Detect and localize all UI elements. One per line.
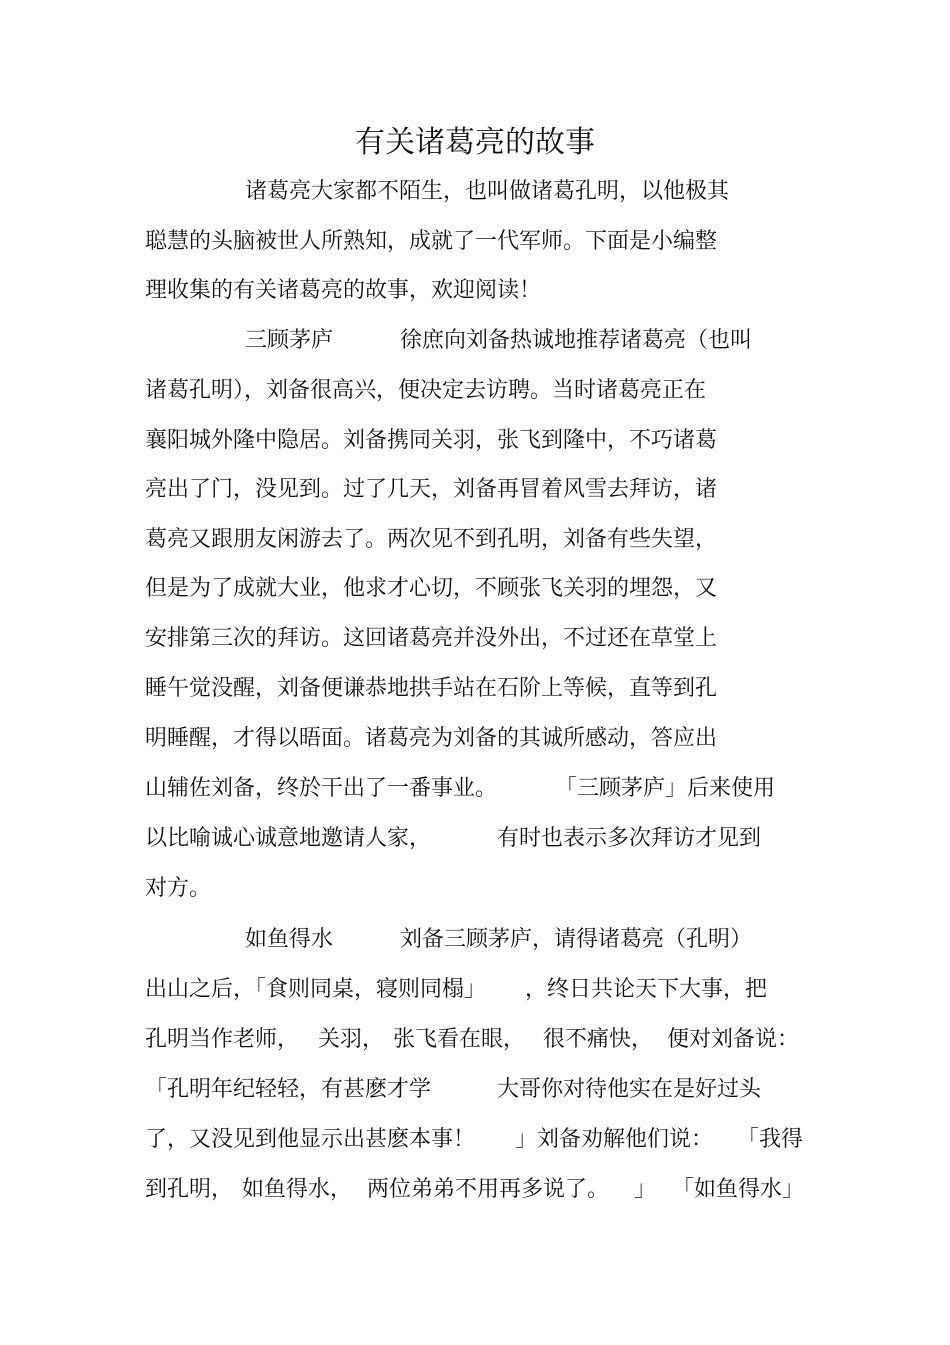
document-title: 有关诸葛亮的故事 [355,125,595,160]
text-line: 刘备三顾茅庐，请得诸葛亮（孔明） [400,927,753,952]
text-line: 「如鱼得水」 [672,1177,805,1202]
text-line: 诸葛孔明），刘备很高兴，便决定去访聘。当时诸葛亮正在 [145,378,707,403]
text-line: 山辅佐刘备，终於干出了一番事业。 [145,776,498,801]
text-line: 明睡醒，才得以晤面。诸葛亮为刘备的其诚所感动，答应出 [145,726,718,751]
text-line: 到孔明， [145,1177,234,1202]
text-line: 如鱼得水， [242,1177,353,1202]
text-line: ，终日共论天下大事，把 [525,977,768,1002]
text-line: 「三顾茅庐」后来使用 [555,776,776,801]
text-line: 诸葛亮大家都不陌生，也叫做诸葛孔明，以他极其 [245,179,730,204]
text-line: 葛亮又跟朋友闲游去了。两次见不到孔明，刘备有些失望， [145,527,718,552]
text-line: 「孔明年纪轻轻，有甚麽才学 [145,1077,432,1102]
text-line: 便对刘备说： [667,1027,800,1052]
text-line: 张飞看在眼， [393,1027,526,1052]
text-line: 有时也表示多次拜访才见到 [497,826,762,851]
text-line: 睡午觉没醒，刘备便谦恭地拱手站在石阶上等候，直等到孔 [145,676,718,701]
text-line: 安排第三次的拜访。这回诸葛亮并没外出，不过还在草堂上 [145,626,718,651]
text-line: 」 [634,1177,657,1202]
text-line: 但是为了成就大业，他求才心切，不顾张飞关羽的埋怨，又 [145,576,718,601]
section-heading: 三顾茅庐 [245,328,334,353]
text-line: 两位弟弟不用再多说了。 [367,1177,610,1202]
text-line: 亮出了门，没见到。过了几天，刘备再冒着风雪去拜访，诸 [145,477,718,502]
text-line: 徐庶向刘备热诚地推荐诸葛亮（也叫 [400,328,753,353]
section-heading: 如鱼得水 [245,927,334,952]
text-line: 」刘备劝解他们说： [515,1127,714,1152]
text-line: 大哥你对待他实在是好过头 [497,1077,762,1102]
text-line: 出山之后，「食则同桌，寝则同榻」 [145,977,487,1002]
text-line: 理收集的有关诸葛亮的故事，欢迎阅读！ [145,278,542,303]
text-line: 了，又没见到他显示出甚麽本事！ [145,1127,476,1152]
text-line: 「我得 [737,1127,804,1152]
text-line: 很不痛快， [543,1027,654,1052]
text-line: 聪慧的头脑被世人所熟知，成就了一代军师。下面是小编整 [145,229,718,254]
text-line: 襄阳城外隆中隐居。刘备携同关羽，张飞到隆中，不巧诸葛 [145,428,718,453]
text-line: 对方。 [145,876,212,901]
text-line: 以比喻诚心诚意地邀请人家， [145,826,432,851]
text-line: 孔明当作老师， [145,1027,300,1052]
text-line: 关羽， [318,1027,385,1052]
